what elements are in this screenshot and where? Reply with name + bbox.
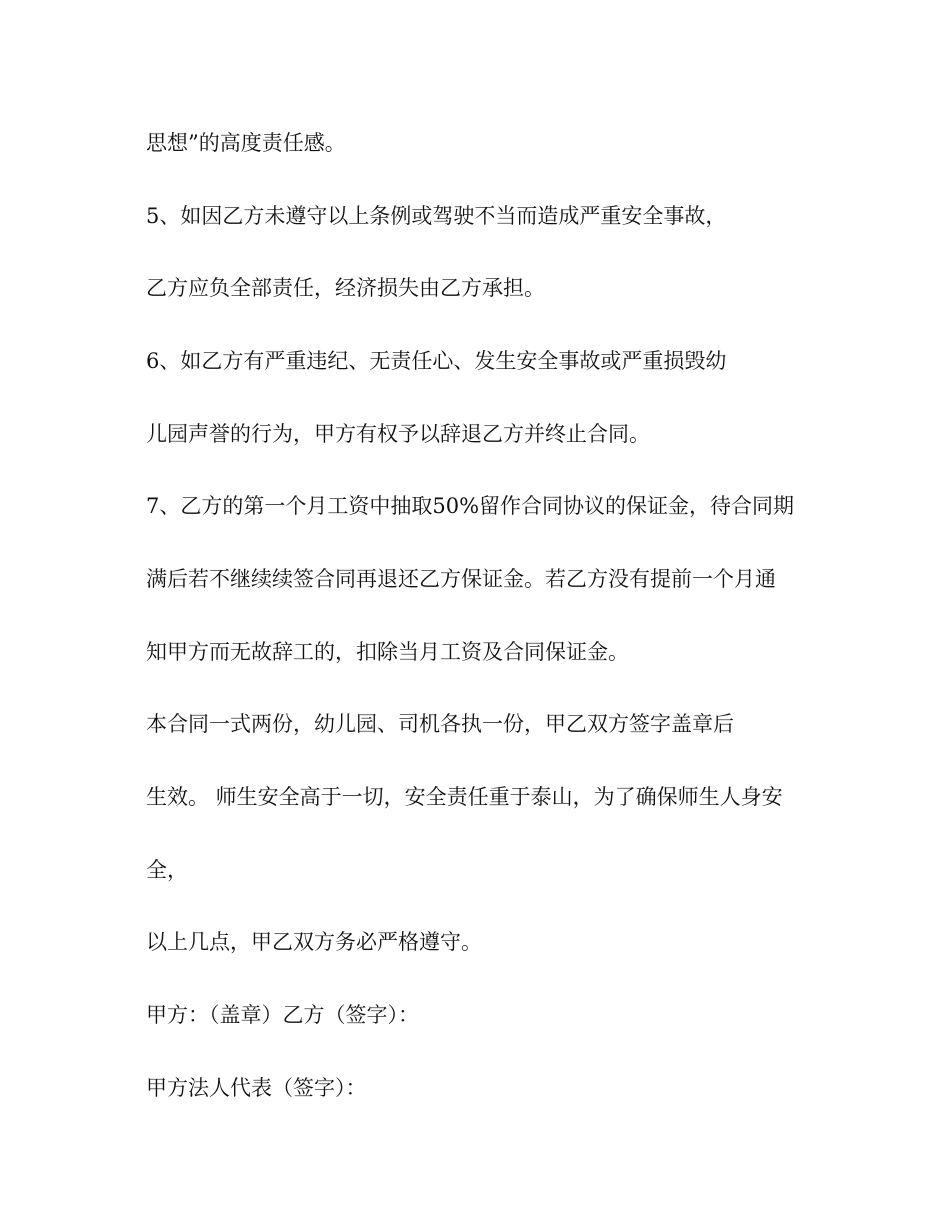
text-line: 甲方：（盖章）乙方（签字）： [146, 1003, 419, 1027]
text-line: 5、如因乙方未遵守以上条例或驾驶不当而造成严重安全事故， [146, 204, 727, 228]
text-line: 乙方应负全部责任，经济损失由乙方承担。 [146, 276, 545, 300]
text-line: 满后若不继续续签合同再退还乙方保证金。若乙方没有提前一个月通 [146, 567, 776, 591]
text-line: 思想”的高度责任感。 [146, 131, 346, 155]
text-line: 全， [146, 858, 188, 882]
text-line: 本合同一式两份，幼儿园、司机各执一份，甲乙双方签字盖章后 [146, 712, 734, 736]
text-line: 以上几点，甲乙双方务必严格遵守。 [146, 930, 482, 954]
text-line: 生效。 师生安全高于一切，安全责任重于泰山，为了确保师生人身安 [146, 785, 783, 809]
text-line: 甲方法人代表（签字）： [146, 1076, 367, 1100]
text-line: 儿园声誉的行为，甲方有权予以辞退乙方并终止合同。 [146, 422, 650, 446]
text-line: 知甲方而无故辞工的，扣除当月工资及合同保证金。 [146, 640, 629, 664]
text-line: 7、乙方的第一个月工资中抽取50%留作合同协议的保证金，待合同期 [146, 494, 795, 518]
text-line: 6、如乙方有严重违纪、无责任心、发生安全事故或严重损毁幼 [146, 349, 727, 373]
